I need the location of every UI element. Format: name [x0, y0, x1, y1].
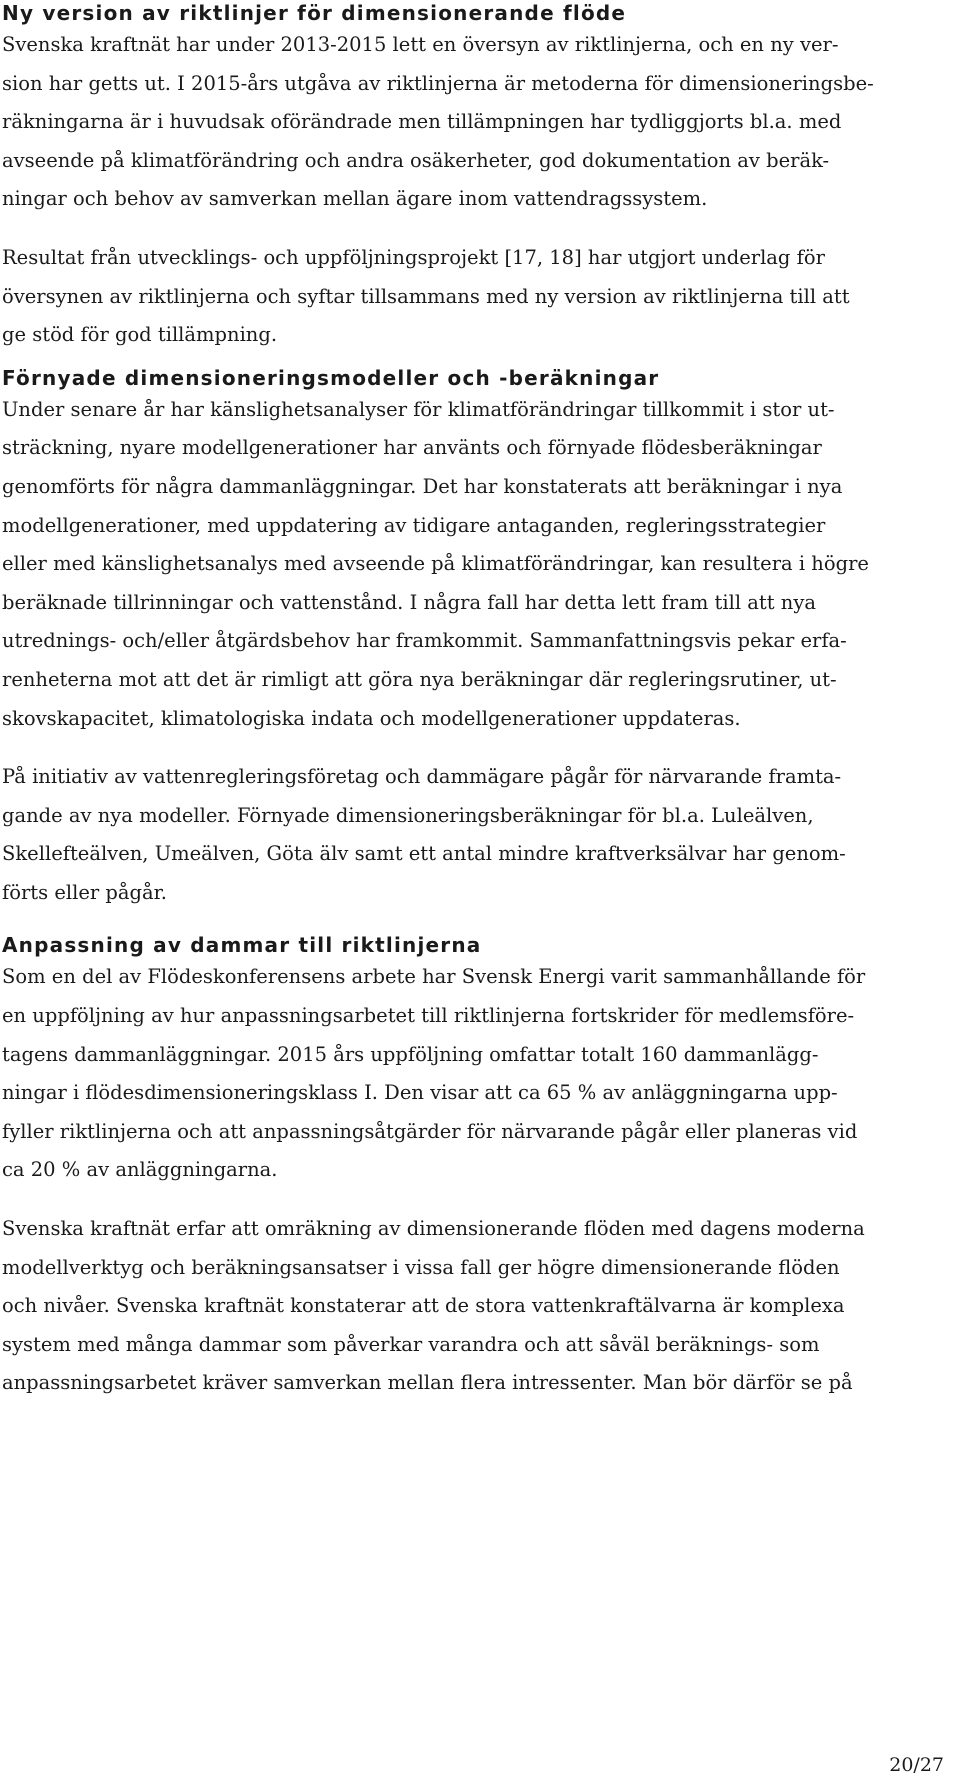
text-line: förts eller pågår.	[2, 880, 167, 904]
text-line: eller med känslighetsanalys med avseende på klimatförändringar, kan resultera i högre	[2, 552, 869, 576]
text-line: räkningarna är i huvudsak oförändrade men tillämpningen har tydliggjorts bl.a. med	[2, 110, 842, 134]
text-line: Resultat från utvecklings- och uppföljningsprojekt [17, 18] har utgjort underlag för	[2, 245, 825, 269]
text-line: beräknade tillrinningar och vattenstånd. I några fall har detta lett fram till att nya	[2, 590, 816, 614]
paragraph-review-guidelines	[2, 26, 938, 219]
paragraph-recalculation	[2, 1210, 938, 1403]
text-line: Skellefteälven, Umeälven, Göta älv samt ett antal mindre kraftverksälvar har genom-	[2, 842, 846, 866]
text-line: utrednings- och/eller åtgärdsbehov har framkommit. Sammanfattningsvis pekar erfa-	[2, 629, 847, 653]
text-line: ca 20 % av anläggningarna.	[2, 1158, 278, 1182]
text-line: På initiativ av vattenregleringsföretag och dammägare pågår för närvarande framta-	[2, 765, 842, 789]
paragraph-project-results	[2, 239, 938, 355]
text-line: ge stöd för god tillämpning.	[2, 323, 278, 347]
text-line: system med många dammar som påverkar varandra och att såväl beräknings- som	[2, 1332, 820, 1356]
text-line: tagens dammanläggningar. 2015 års uppföljning omfattar totalt 160 dammanlägg-	[2, 1042, 819, 1066]
text-line: modellgenerationer, med uppdatering av tidigare antaganden, regleringsstrategier	[2, 513, 826, 537]
text-line: sträckning, nyare modellgenerationer har använts och förnyade flödesberäkningar	[2, 436, 822, 460]
text-line: genomförts för några dammanläggningar. Det har konstaterats att beräkningar i nya	[2, 474, 843, 498]
text-line: Som en del av Flödeskonferensens arbete har Svensk Energi varit sammanhållande för	[2, 965, 866, 989]
page-number: 20/27	[889, 1754, 944, 1776]
text-line: modellverktyg och beräkningsansatser i vissa fall ger högre dimensionerande flöden	[2, 1255, 840, 1279]
section-heading-new-version: Ny version av riktlinjer för dimensionerande flöde	[2, 1, 627, 25]
text-line: Svenska kraftnät erfar att omräkning av dimensionerande flöden med dagens moderna	[2, 1217, 865, 1241]
text-line: gande av nya modeller. Förnyade dimensioneringsberäkningar för bl.a. Luleälven,	[2, 803, 814, 827]
paragraph-follow-up	[2, 958, 938, 1190]
text-line: anpassningsarbetet kräver samverkan mellan flera intressenter. Man bör därför se på	[2, 1371, 853, 1395]
text-line: sion har getts ut. I 2015-års utgåva av riktlinjerna är metoderna för dimensioneringsbe-	[2, 71, 874, 95]
text-line: Under senare år har känslighetsanalyser för klimatförändringar tillkommit i stor ut-	[2, 397, 835, 421]
text-line: översynen av riktlinjerna och syftar tillsammans med ny version av riktlinjerna till att	[2, 284, 850, 308]
text-line: avseende på klimatförändring och andra osäkerheter, god dokumentation av beräk-	[2, 148, 830, 172]
section-heading-renewed-models: Förnyade dimensioneringsmodeller och -beräkningar	[2, 365, 660, 390]
text-line: Svenska kraftnät har under 2013-2015 lett en översyn av riktlinjerna, och en ny ver-	[2, 33, 839, 56]
text-line: fyller riktlinjerna och att anpassningsåtgärder för närvarande pågår eller planeras vid	[2, 1119, 858, 1143]
document-body	[2, 0, 938, 1403]
paragraph-sensitivity-analyses	[2, 391, 938, 738]
text-line: och nivåer. Svenska kraftnät konstaterar att de stora vattenkraftälvarna är komplexa	[2, 1294, 845, 1318]
text-line: renheterna mot att det är rimligt att göra nya beräkningar där regleringsrutiner, ut-	[2, 667, 837, 691]
text-line: ningar och behov av samverkan mellan ägare inom vattendragssystem.	[2, 187, 708, 211]
text-line: ningar i flödesdimensioneringsklass I. Den visar att ca 65 % av anläggningarna upp-	[2, 1081, 838, 1105]
paragraph-initiative	[2, 758, 938, 912]
section-heading-adaptation: Anpassning av dammar till riktlinjerna	[2, 933, 482, 958]
text-line: en uppföljning av hur anpassningsarbetet till riktlinjerna fortskrider för medlemsföre-	[2, 1004, 855, 1028]
text-line: skovskapacitet, klimatologiska indata och modellgenerationer uppdateras.	[2, 706, 741, 730]
